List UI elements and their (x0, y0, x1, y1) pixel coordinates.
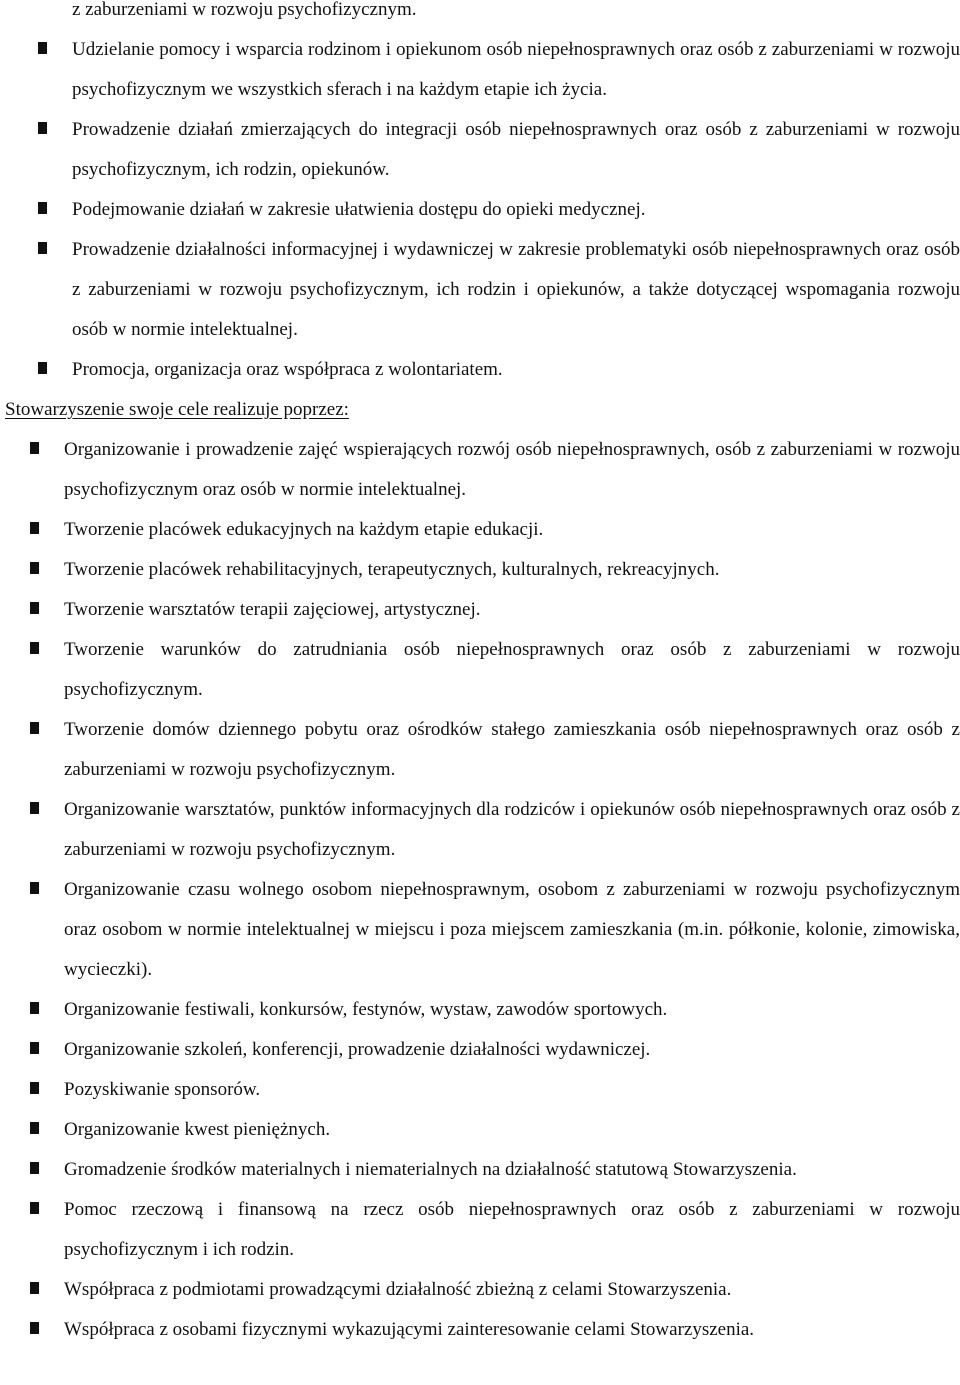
square-bullet-icon (30, 642, 39, 654)
square-bullet-icon (30, 602, 39, 614)
square-bullet-icon (30, 522, 39, 534)
list-item (0, 230, 960, 350)
list-item-text: Organizowanie czasu wolnego osobom niepełnosprawnym, osobom z zaburzeniami w rozwoju psychofizycznym oraz osobom w normie intelektualnej w miejscu i poza miejscem zamieszkania (m.in. półkonie, kolonie, zimowiska, wycieczki). (64, 879, 960, 980)
list-item-text: Prowadzenie działań zmierzających do integracji osób niepełnosprawnych oraz osób z zaburzeniami w rozwoju psychofizycznym, ich rodzin, opiekunów. (72, 119, 960, 180)
square-bullet-icon (30, 1162, 39, 1174)
square-bullet-icon (30, 1082, 39, 1094)
goals-list (0, 30, 960, 390)
list-item-text: Współpraca z osobami fizycznymi wykazującymi zainteresowanie celami Stowarzyszenia. (64, 1319, 755, 1340)
list-item (0, 550, 960, 590)
list-item-text: Prowadzenie działalności informacyjnej i wydawniczej w zakresie problematyki osób niepełnosprawnych oraz osób z zaburzeniami w rozwoju psychofizycznym, ich rodzin i opiekunów, a także dotyczącej wspomagania rozwoju osób w normie intelektualnej. (72, 239, 960, 340)
square-bullet-icon (30, 1002, 39, 1014)
list-item (0, 1190, 960, 1270)
square-bullet-icon (30, 1322, 39, 1334)
square-bullet-icon (30, 1122, 39, 1134)
list-item-text: Promocja, organizacja oraz współpraca z wolontariatem. (72, 359, 503, 380)
list-item-text: Tworzenie placówek rehabilitacyjnych, terapeutycznych, kulturalnych, rekreacyjnych. (64, 559, 720, 580)
square-bullet-icon (38, 122, 47, 134)
list-item (0, 870, 960, 990)
square-bullet-icon (38, 202, 47, 214)
list-item (0, 350, 960, 390)
list-item-text: Tworzenie warsztatów terapii zajęciowej, artystycznej. (64, 599, 481, 620)
list-item (0, 710, 960, 790)
list-item-text: Współpraca z podmiotami prowadzącymi działalność zbieżną z celami Stowarzyszenia. (64, 1279, 732, 1300)
continuation-line: z zaburzeniami w rozwoju psychofizycznym. (72, 0, 417, 20)
list-item-text: Organizowanie kwest pieniężnych. (64, 1119, 331, 1140)
list-item-text: Tworzenie placówek edukacyjnych na każdym etapie edukacji. (64, 519, 544, 540)
list-item (0, 990, 960, 1030)
list-item (0, 790, 960, 870)
list-item (0, 1150, 960, 1190)
list-item-text: Organizowanie warsztatów, punktów informacyjnych dla rodziców i opiekunów osób niepełnosprawnych oraz osób z zaburzeniami w rozwoju psychofizycznym. (64, 799, 960, 860)
square-bullet-icon (30, 1042, 39, 1054)
square-bullet-icon (38, 362, 47, 374)
list-item (0, 1030, 960, 1070)
list-item-text: Tworzenie warunków do zatrudniania osób niepełnosprawnych oraz osób z zaburzeniami w rozwoju psychofizycznym. (64, 639, 960, 700)
list-item (0, 590, 960, 630)
list-item (0, 1270, 960, 1310)
list-item-text: Organizowanie festiwali, konkursów, festynów, wystaw, zawodów sportowych. (64, 999, 668, 1020)
list-item-text: Udzielanie pomocy i wsparcia rodzinom i opiekunom osób niepełnosprawnych oraz osób z zaburzeniami w rozwoju psychofizycznym we wszystkich sferach i na każdym etapie ich życia. (72, 39, 960, 100)
methods-heading: Stowarzyszenie swoje cele realizuje poprzez: (5, 399, 349, 420)
list-item-text: Pozyskiwanie sponsorów. (64, 1079, 261, 1100)
square-bullet-icon (30, 802, 39, 814)
square-bullet-icon (38, 242, 47, 254)
methods-list (0, 430, 960, 1350)
list-item (0, 190, 960, 230)
list-item-text: Pomoc rzeczową i finansową na rzecz osób niepełnosprawnych oraz osób z zaburzeniami w rozwoju psychofizycznym i ich rodzin. (64, 1199, 960, 1260)
list-item (0, 630, 960, 710)
square-bullet-icon (30, 562, 39, 574)
list-item (0, 110, 960, 190)
list-item (0, 510, 960, 550)
list-item (0, 430, 960, 510)
square-bullet-icon (38, 42, 47, 54)
square-bullet-icon (30, 882, 39, 894)
list-item (0, 30, 960, 110)
square-bullet-icon (30, 442, 39, 454)
square-bullet-icon (30, 1282, 39, 1294)
list-item-text: Podejmowanie działań w zakresie ułatwienia dostępu do opieki medycznej. (72, 199, 646, 220)
list-item-text: Organizowanie i prowadzenie zajęć wspierających rozwój osób niepełnosprawnych, osób z zaburzeniami w rozwoju psychofizycznym oraz osób w normie intelektualnej. (64, 439, 960, 500)
square-bullet-icon (30, 1202, 39, 1214)
list-item (0, 1110, 960, 1150)
square-bullet-icon (30, 722, 39, 734)
list-item-text: Tworzenie domów dziennego pobytu oraz ośrodków stałego zamieszkania osób niepełnosprawnych oraz osób z zaburzeniami w rozwoju psychofizycznym. (64, 719, 960, 780)
list-item (0, 1310, 960, 1350)
list-item-text: Organizowanie szkoleń, konferencji, prowadzenie działalności wydawniczej. (64, 1039, 651, 1060)
list-item (0, 1070, 960, 1110)
list-item-text: Gromadzenie środków materialnych i niematerialnych na działalność statutową Stowarzyszenia. (64, 1159, 797, 1180)
